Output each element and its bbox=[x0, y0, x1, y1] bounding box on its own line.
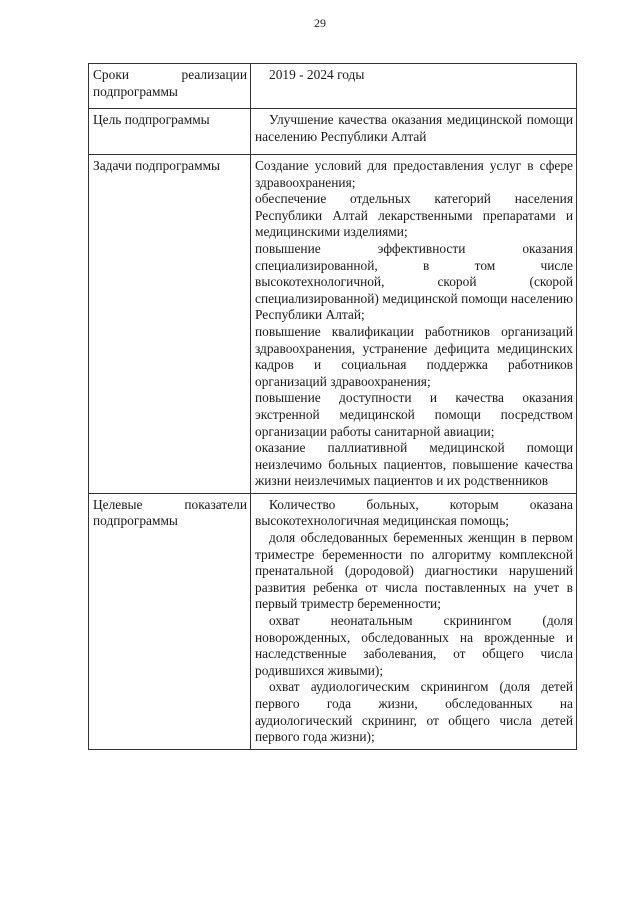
page-number: 29 bbox=[314, 16, 326, 30]
task-item: обеспечение отдельных категорий населения Республики Алтай лекарственными препаратами и медицинскими изделиями; bbox=[255, 191, 573, 240]
row-label-indicators: Целевые показатели подпрограммы bbox=[89, 493, 251, 749]
indicator-item: охват аудиологическим скринингом (доля детей первого года жизни, обследованных на аудиологический скрининг, от общего числа детей первого года жизни); bbox=[255, 679, 573, 745]
task-item: оказание паллиативной медицинской помощи неизлечимо больных пациентов, повышение качества жизни неизлечимых пациентов и их родственников bbox=[255, 440, 573, 489]
row-value-indicators bbox=[251, 493, 577, 749]
task-item: повышение эффективности оказания специализированной, в том числе высокотехнологичной, скорой (скорой специализированной) медицинской помощи населению Республики Алтай; bbox=[255, 240, 573, 323]
row-value-tasks bbox=[251, 155, 577, 494]
subprogram-passport-table bbox=[88, 63, 577, 750]
table-row-timeline bbox=[89, 64, 577, 109]
indicator-item: Количество больных, которым оказана высокотехнологичная медицинская помощь; bbox=[255, 496, 573, 529]
task-item: повышение квалификации работников организаций здравоохранения, устранение дефицита медицинских кадров и социальная поддержка работников организаций здравоохранения; bbox=[255, 323, 573, 389]
timeline-text: 2019 - 2024 годы bbox=[269, 67, 365, 82]
table-row-goal bbox=[89, 109, 577, 155]
row-label-goal: Цель подпрограммы bbox=[89, 109, 251, 155]
row-value-goal bbox=[251, 109, 577, 155]
task-item: Создание условий для предоставления услуг в сфере здравоохранения; bbox=[255, 158, 573, 190]
table-row-tasks bbox=[89, 155, 577, 494]
indicator-item: охват неонатальным скринингом (доля новорожденных, обследованных на врожденные и наследственные заболевания, от общего числа родившихся живыми); bbox=[255, 613, 573, 678]
row-label-timeline: Сроки реализации подпрограммы bbox=[89, 64, 251, 109]
table-row-indicators bbox=[89, 493, 577, 749]
row-value-timeline bbox=[251, 64, 577, 109]
indicator-item: доля обследованных беременных женщин в первом триместре беременности по алгоритму комплексной пренатальной (дородовой) диагностики нарушений развития ребенка от числа поставленных на учет в первый триместр беременности; bbox=[255, 530, 573, 612]
row-label-tasks: Задачи подпрограммы bbox=[89, 155, 251, 494]
task-item: повышение доступности и качества оказания экстренной медицинской помощи посредством организации работы санитарной авиации; bbox=[255, 390, 573, 439]
goal-text: Улучшение качества оказания медицинской помощи населению Республики Алтай bbox=[255, 112, 573, 144]
